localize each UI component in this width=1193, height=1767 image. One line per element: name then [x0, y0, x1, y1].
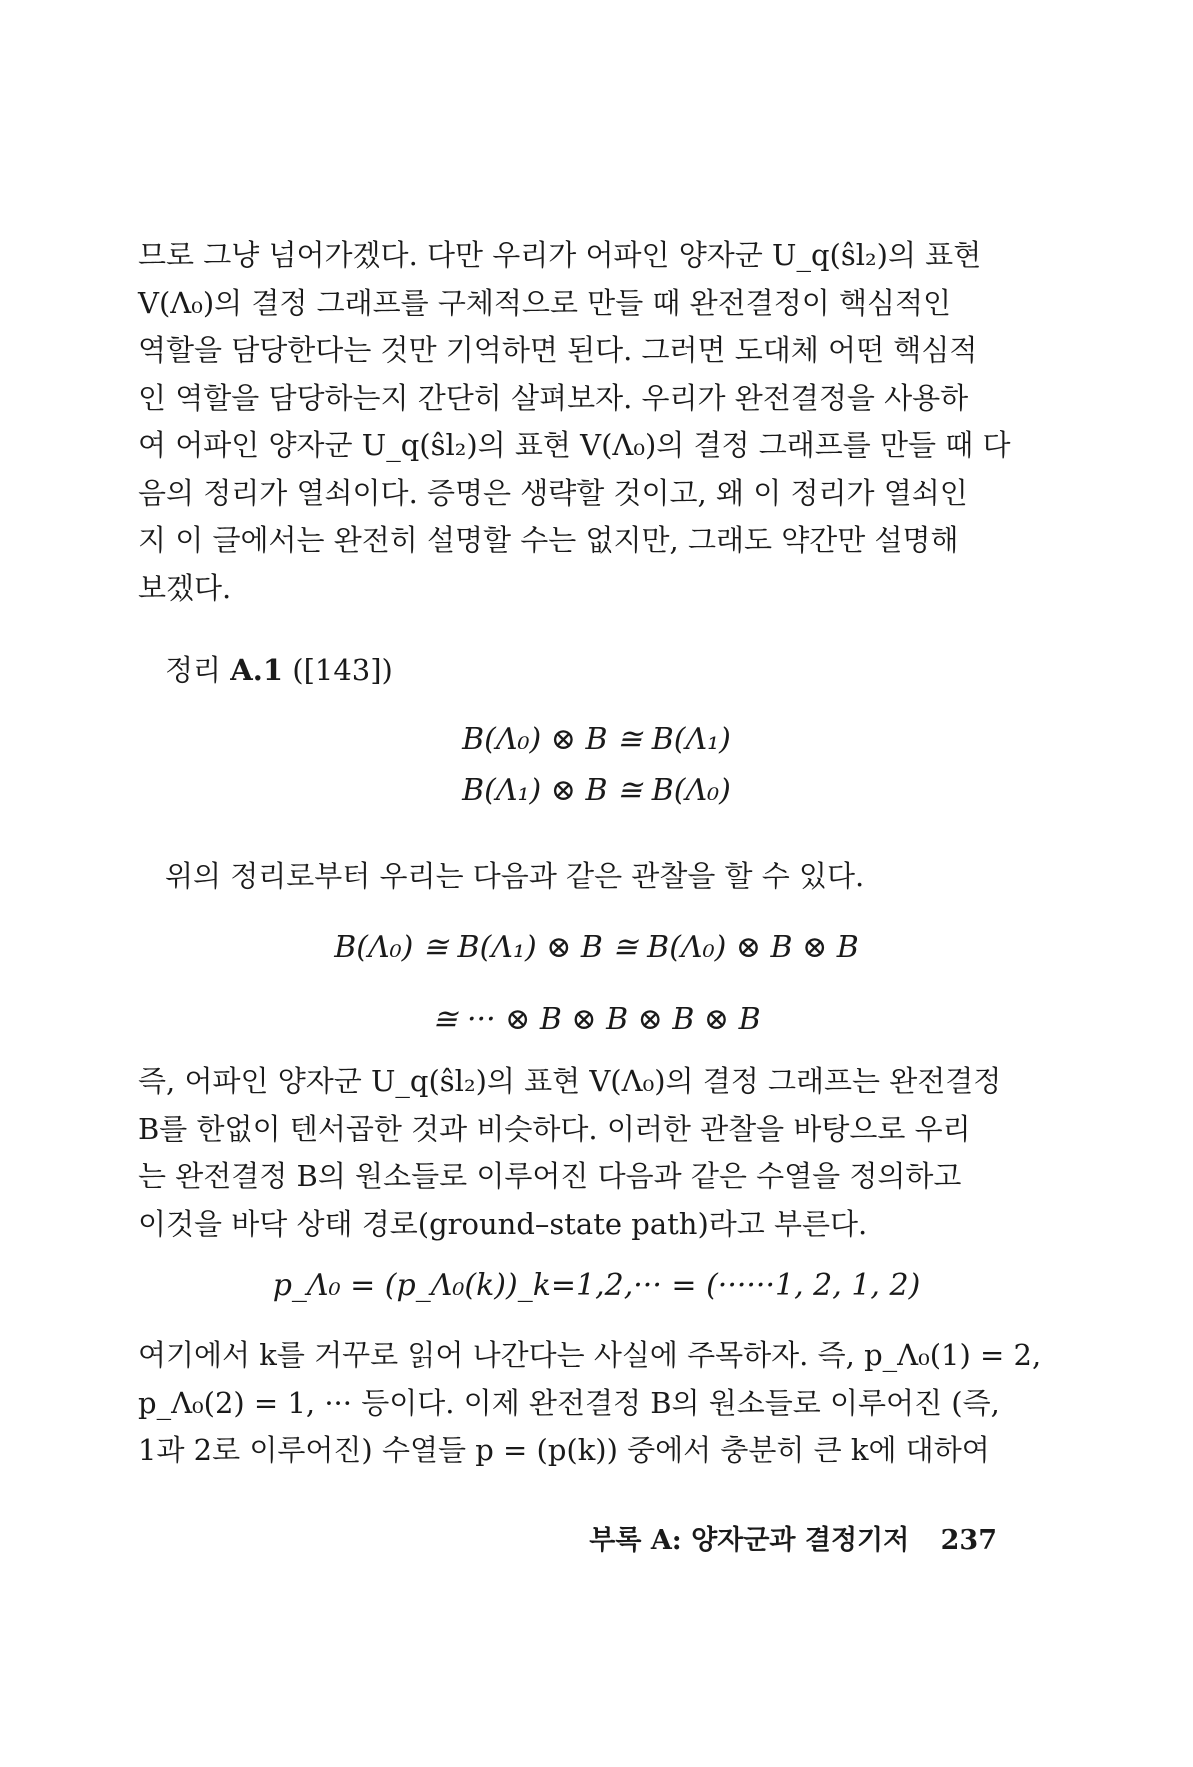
text-line: V(Λ₀)의 결정 그래프를 구체적으로 만들 때 완전결정이 핵심적인	[138, 285, 952, 320]
equation-ground-state-path: p_Λ₀ = (p_Λ₀(k))_k=1,2,··· = (······1, 2, 1, 2)	[272, 1268, 921, 1303]
text-line: p_Λ₀(2) = 1, ··· 등이다. 이제 완전결정 B의 원소들로 이루어진 (즉,	[138, 1385, 1000, 1420]
paragraph-observation	[165, 853, 1027, 901]
text-line: 즉, 어파인 양자군 U_q(ŝl₂)의 표현 V(Λ₀)의 결정 그래프는 완전결정	[138, 1064, 1002, 1098]
text-line: B를 한없이 텐서곱한 것과 비슷하다. 이러한 관찰을 바탕으로 우리	[138, 1111, 971, 1146]
text-line: 음의 정리가 열쇠이다. 증명은 생략할 것이고, 왜 이 정리가 열쇠인	[138, 475, 968, 510]
text-line: 보겠다.	[138, 570, 232, 605]
text-line: 여기에서 k를 거꾸로 읽어 나간다는 사실에 주목하자. 즉, p_Λ₀(1) = 2,	[138, 1338, 1042, 1372]
running-footer-title: 부록 A: 양자군과 결정기저	[589, 1525, 910, 1556]
text-line: 인 역할을 담당하는지 간단히 살펴보자. 우리가 완전결정을 사용하	[138, 380, 969, 415]
page-number: 237	[940, 1525, 997, 1556]
equation-chain-2: ≅ ··· ⊗ B ⊗ B ⊗ B ⊗ B	[432, 1002, 761, 1037]
text-line: 므로 그냥 넘어가겠다. 다만 우리가 어파인 양자군 U_q(ŝl₂)의 표현	[138, 238, 982, 272]
text-line: 위의 정리로부터 우리는 다음과 같은 관찰을 할 수 있다.	[165, 859, 865, 893]
text-line: 여 어파인 양자군 U_q(ŝl₂)의 표현 V(Λ₀)의 결정 그래프를 만들 때 다	[138, 428, 1011, 462]
text-line: 이것을 바닥 상태 경로(ground–state path)라고 부른다.	[138, 1206, 868, 1241]
equation-theorem-2: B(Λ₁) ⊗ B ≅ B(Λ₀)	[462, 773, 731, 808]
text-line: 1과 2로 이루어진) 수열들 p = (p(k)) 중에서 충분히 큰 k에 대하여	[138, 1433, 990, 1467]
page-footer	[589, 1518, 997, 1557]
equation-theorem-1: B(Λ₀) ⊗ B ≅ B(Λ₁)	[462, 722, 731, 757]
theorem-reference: ([143])	[292, 653, 393, 687]
paragraph-intro	[138, 232, 1011, 612]
theorem-label: 정리	[165, 653, 222, 687]
text-line: 지 이 글에서는 완전히 설명할 수는 없지만, 그래도 약간만 설명해	[138, 523, 959, 557]
equation-chain-1: B(Λ₀) ≅ B(Λ₁) ⊗ B ≅ B(Λ₀) ⊗ B ⊗ B	[334, 930, 859, 965]
paragraph-reverse-reading	[138, 1332, 1042, 1475]
paragraph-ground-state	[138, 1058, 1000, 1248]
text-line: 역할을 담당한다는 것만 기억하면 된다. 그러면 도대체 어떤 핵심적	[138, 333, 978, 367]
text-line: 는 완전결정 B의 원소들로 이루어진 다음과 같은 수열을 정의하고	[138, 1159, 962, 1193]
theorem-heading	[165, 648, 393, 689]
theorem-number: A.1	[230, 653, 284, 687]
